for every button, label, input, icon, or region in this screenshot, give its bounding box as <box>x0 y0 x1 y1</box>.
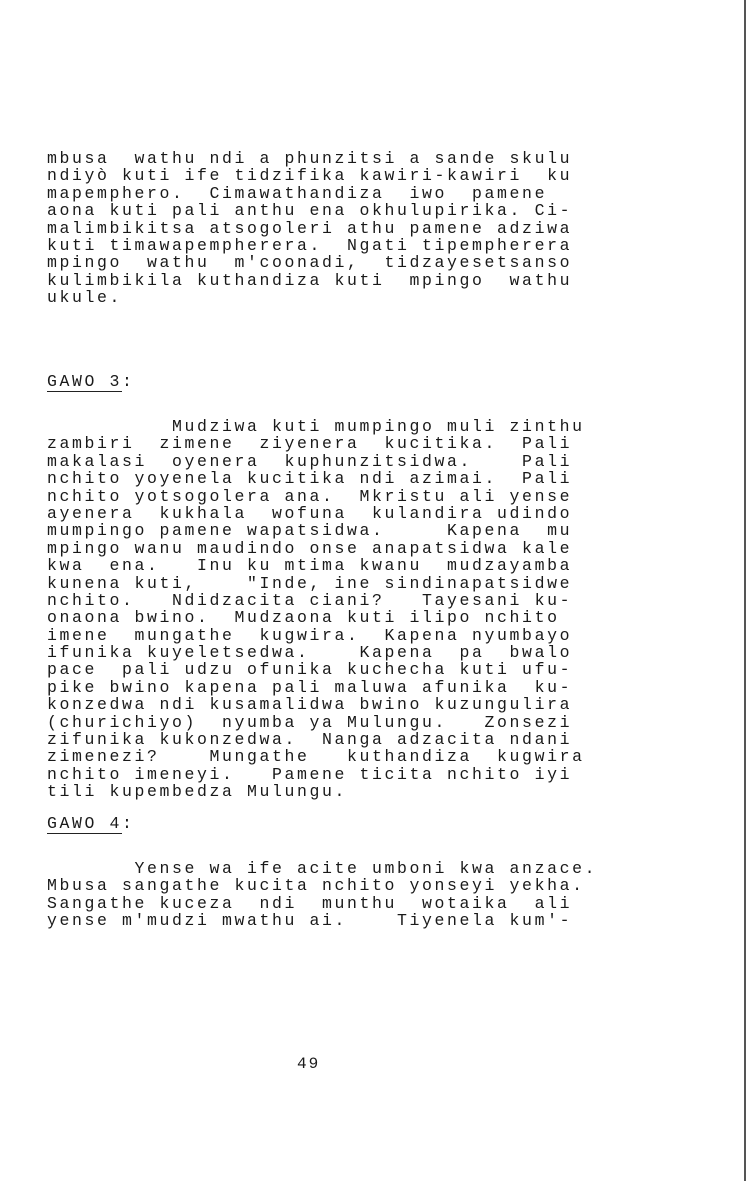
text-line: yense m'mudzi mwathu ai. Tiyenela kum'- <box>47 911 573 931</box>
heading-text: GAWO 3 <box>47 372 123 391</box>
text-line: nchito. Ndidzacita ciani? Tayesani ku- <box>47 590 573 610</box>
text-line: zifunika kukonzedwa. Nanga adzacita ndani <box>47 730 573 750</box>
text-line: kulimbikila kuthandiza kuti mpingo wathu <box>47 270 573 290</box>
paragraph-gawo-3 <box>47 418 585 801</box>
text-line: mbusa wathu ndi a phunzitsi a sande skulu <box>47 149 573 168</box>
text-line: mumpingo pamene wapatsidwa. Kapena mu <box>47 521 573 541</box>
text-line: nchito yoyenela kucitika ndi azimai. Pali <box>47 469 573 489</box>
text-line: kunena kuti, "Inde, ine sindinapatsidwe <box>47 573 573 593</box>
text-line: pace pali udzu ofunika kuchecha kuti ufu- <box>47 660 573 680</box>
text-line: mpingo wathu m'coonadi, tidzayesetsanso <box>47 253 573 273</box>
text-line: makalasi oyenera kuphunzitsidwa. Pali <box>47 451 573 471</box>
text-line: ifunika kuyeletsedwa. Kapena pa bwalo <box>47 643 573 663</box>
section-heading-gawo-4 <box>47 814 135 833</box>
text-line: ndiyò kuti ife tidzifika kawiri-kawiri ku <box>47 166 573 186</box>
text-line: mapemphero. Cimawathandiza iwo pamene <box>47 183 548 203</box>
section-heading-gawo-3 <box>47 372 135 391</box>
text-line: aona kuti pali anthu ena okhulupirika. Ci- <box>47 201 573 221</box>
text-line: mpingo wanu maudindo onse anapatsidwa kale <box>47 538 573 558</box>
text-line: tili kupembedza Mulungu. <box>47 782 348 802</box>
paragraph-intro <box>47 150 572 307</box>
text-line: Mudziwa kuti mumpingo muli zinthu <box>47 417 585 436</box>
page-number: 49 <box>297 1055 321 1073</box>
text-line: nchito yotsogolera ana. Mkristu ali yense <box>47 486 573 506</box>
text-line: onaona bwino. Mudzaona kuti ilipo nchito <box>47 608 560 628</box>
paragraph-gawo-4 <box>47 860 597 930</box>
text-line: (churichiyo) nyumba ya Mulungu. Zonsezi <box>47 712 573 732</box>
text-line: zambiri zimene ziyenera kucitika. Pali <box>47 434 573 454</box>
text-line: Mbusa sangathe kucita nchito yonseyi yekha. <box>47 876 585 896</box>
text-line: nchito imeneyi. Pamene ticita nchito iyi <box>47 764 573 784</box>
page-edge-line <box>744 0 746 1181</box>
text-line: Yense wa ife acite umboni kwa anzace. <box>47 859 598 878</box>
text-line: Sangathe kuceza ndi munthu wotaika ali <box>47 893 573 913</box>
heading-colon: : <box>122 372 135 391</box>
text-line: pike bwino kapena pali maluwa afunika ku- <box>47 677 573 697</box>
heading-text: GAWO 4 <box>47 814 123 833</box>
text-line: ukule. <box>47 288 123 308</box>
text-line: zimenezi? Mungathe kuthandiza kugwira <box>47 747 585 767</box>
text-line: kuti timawapempherera. Ngati tipempherera <box>47 235 573 255</box>
text-line: kwa ena. Inu ku mtima kwanu mudzayamba <box>47 556 573 576</box>
text-line: malimbikitsa atsogoleri athu pamene adziwa <box>47 218 573 238</box>
text-line: ayenera kukhala wofuna kulandira udindo <box>47 503 573 523</box>
text-line: konzedwa ndi kusamalidwa bwino kuzungulira <box>47 695 573 715</box>
text-line: imene mungathe kugwira. Kapena nyumbayo <box>47 625 573 645</box>
heading-colon: : <box>122 814 135 833</box>
